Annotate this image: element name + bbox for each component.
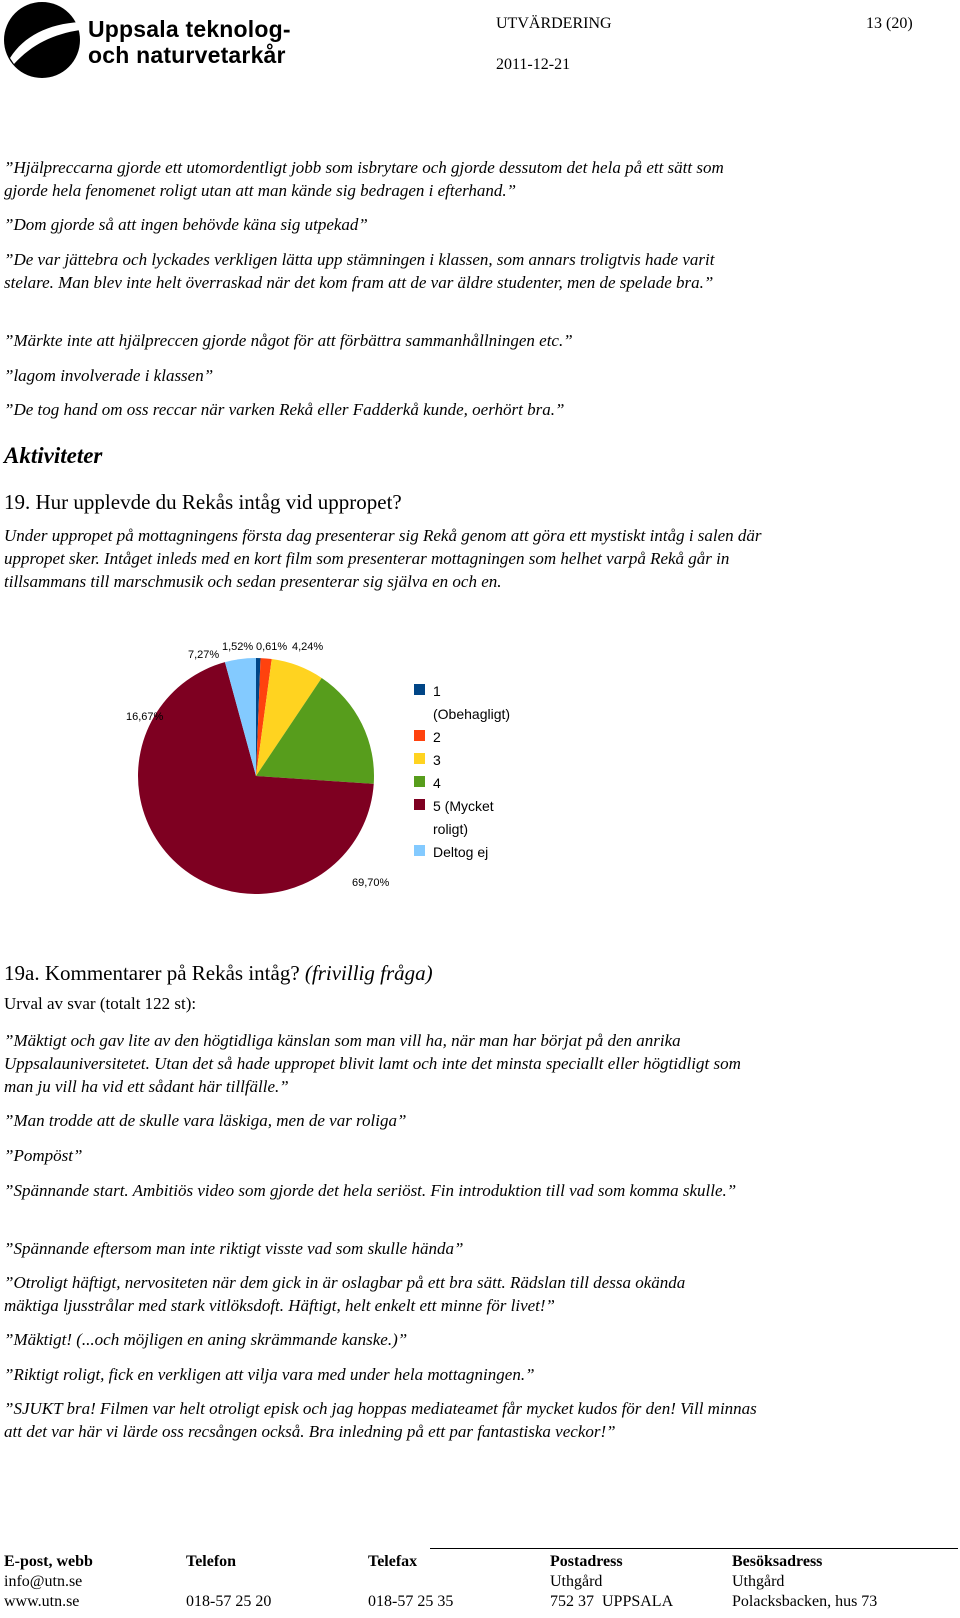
quote: ”lagom involverade i klassen”	[4, 366, 214, 385]
question-description: Under uppropet på mottagningens första dag presenterar sig Rekå genom att göra ett mystiskt intåg i salen där uppropet sker. Intåget inleds med en kort film som presenterar mottagningen som helhet varpå Rekå går in tillsammans till marschmusik och sedan presenterar sig själva en och en.	[4, 526, 762, 591]
footer-heading: Telefon	[186, 1553, 237, 1570]
quote: ”Hjälpreccarna gjorde ett utomordentligt jobb som isbrytare och gjorde dessutom det hela på ett sätt som gjorde hela fenomenet roligt utan att man kände sig bedragen i efterhand.”	[4, 158, 724, 200]
footer-postal-line: Uthgård	[550, 1573, 603, 1590]
footer-visit-line: Uthgård	[732, 1573, 785, 1590]
legend-label: 3	[433, 752, 441, 768]
quote: ”Man trodde att de skulle vara läskiga, men de var roliga”	[4, 1111, 407, 1130]
question-19a-title-plain: 19a. Kommentarer på Rekås intåg?	[4, 961, 305, 985]
footer-postal	[550, 1552, 673, 1612]
quote: ”De var jättebra och lyckades verkligen lätta upp stämningen i klassen, som annars troligtvis hade varit stelare. Man blev inte helt överraskad när det kom fram att de var äldre studenter, men de spelade bra.”	[4, 250, 715, 292]
footer-divider	[430, 1548, 958, 1549]
quote: ”Mäktigt! (...och möjligen en aning skrämmande kanske.)”	[4, 1330, 408, 1349]
footer-visit-line: Polacksbacken, hus 73	[732, 1593, 878, 1610]
question-title: 19. Hur upplevde du Rekås intåg vid uppropet?	[4, 490, 402, 514]
legend-swatch	[414, 799, 425, 810]
quote: ”SJUKT bra! Filmen var helt otroligt episk och jag hoppas mediateamet får mycket kudos för den! Vill minnas att det var här vi lärde oss recsången också. Bra inledning på ett par fantastiska veckor!”	[4, 1399, 757, 1441]
footer-postal-line: 752 37 UPPSALA	[550, 1593, 674, 1610]
pie-value-label: 16,67%	[126, 711, 164, 723]
pie-value-label: 1,52%	[222, 641, 254, 653]
chart-legend	[414, 680, 544, 864]
quote: ”Dom gjorde så att ingen behövde käna sig utpekad”	[4, 215, 368, 234]
quote: ”Spännande eftersom man inte riktigt visste vad som skulle hända”	[4, 1239, 464, 1258]
legend-label: 4	[433, 775, 441, 791]
legend-swatch	[414, 753, 425, 764]
pie-value-label: 0,61%	[256, 641, 288, 653]
footer-visit	[732, 1552, 877, 1612]
footer-blank	[368, 1572, 453, 1592]
footer-email[interactable]: info@utn.se	[4, 1573, 83, 1590]
legend-item	[414, 795, 544, 841]
legend-item	[414, 680, 544, 726]
footer-heading: Postadress	[550, 1553, 623, 1570]
pie-value-label: 4,24%	[292, 641, 324, 653]
footer-fax-number: 018-57 25 35	[368, 1593, 454, 1610]
legend-item	[414, 772, 544, 795]
legend-item	[414, 841, 544, 864]
quote: ”Pompöst”	[4, 1146, 83, 1165]
footer-phone	[186, 1552, 271, 1612]
utn-logo-icon	[2, 0, 82, 80]
footer-heading: Telefax	[368, 1553, 418, 1570]
doc-type: UTVÄRDERING	[496, 15, 612, 32]
page-number: 13 (20)	[866, 15, 913, 32]
pie-chart	[90, 630, 410, 900]
footer-heading: E-post, webb	[4, 1553, 93, 1570]
doc-date: 2011-12-21	[496, 56, 571, 73]
legend-swatch	[414, 684, 425, 695]
legend-label: 2	[433, 729, 441, 745]
footer-phone-number: 018-57 25 20	[186, 1593, 272, 1610]
quote: ”Mäktigt och gav lite av den högtidliga känslan som man vill ha, när man har börjat på den anrika Uppsalauniversitetet. Utan det så hade uppropet blivit lamt och inte det minsta speciallt eller högtidligt som man ju vill ha vid ett sådant här tillfälle.”	[4, 1031, 741, 1096]
quote: ”Otroligt häftigt, nervositeten när dem gick in är oslagbar på ett bra sätt. Rädslan till dessa okända mäktiga ljusstrålar med stark vitlöksdoft. Häftigt, helt enkelt ett minne för livet!”	[4, 1273, 686, 1315]
legend-label: Deltog ej	[433, 844, 489, 860]
org-name	[88, 16, 291, 68]
footer-blank	[186, 1572, 271, 1592]
legend-item	[414, 726, 544, 749]
footer-heading: Besöksadress	[732, 1553, 823, 1570]
legend-swatch	[414, 845, 425, 856]
legend-label: 5 (Mycket roligt)	[433, 798, 494, 837]
legend-swatch	[414, 776, 425, 787]
quote: ”Riktigt roligt, fick en verkligen att vilja vara med under hela mottagningen.”	[4, 1365, 535, 1384]
legend-item	[414, 749, 544, 772]
legend-label: 1 (Obehagligt)	[433, 683, 511, 722]
sample-note: Urval av svar (totalt 122 st):	[4, 994, 197, 1013]
question-19a-title	[4, 961, 433, 986]
question-19a-optional-note: (frivillig fråga)	[304, 961, 433, 985]
quote: ”De tog hand om oss reccar när varken Rekå eller Fadderkå kunde, oerhört bra.”	[4, 400, 565, 419]
quote: ”Märkte inte att hjälpreccen gjorde något för att förbättra sammanhållningen etc.”	[4, 331, 573, 350]
org-name-line2: och naturvetarkår	[88, 42, 286, 68]
pie-value-label: 69,70%	[352, 877, 390, 889]
org-name-line1: Uppsala teknolog-	[88, 16, 291, 42]
pie-value-label: 7,27%	[188, 649, 220, 661]
quote: ”Spännande start. Ambitiös video som gjorde det hela seriöst. Fin introduktion till vad som komma skulle.”	[4, 1181, 737, 1200]
footer-fax	[368, 1552, 453, 1612]
section-heading: Aktiviteter	[4, 443, 103, 468]
legend-swatch	[414, 730, 425, 741]
footer-web[interactable]: www.utn.se	[4, 1593, 80, 1610]
footer-email-web	[4, 1552, 93, 1612]
